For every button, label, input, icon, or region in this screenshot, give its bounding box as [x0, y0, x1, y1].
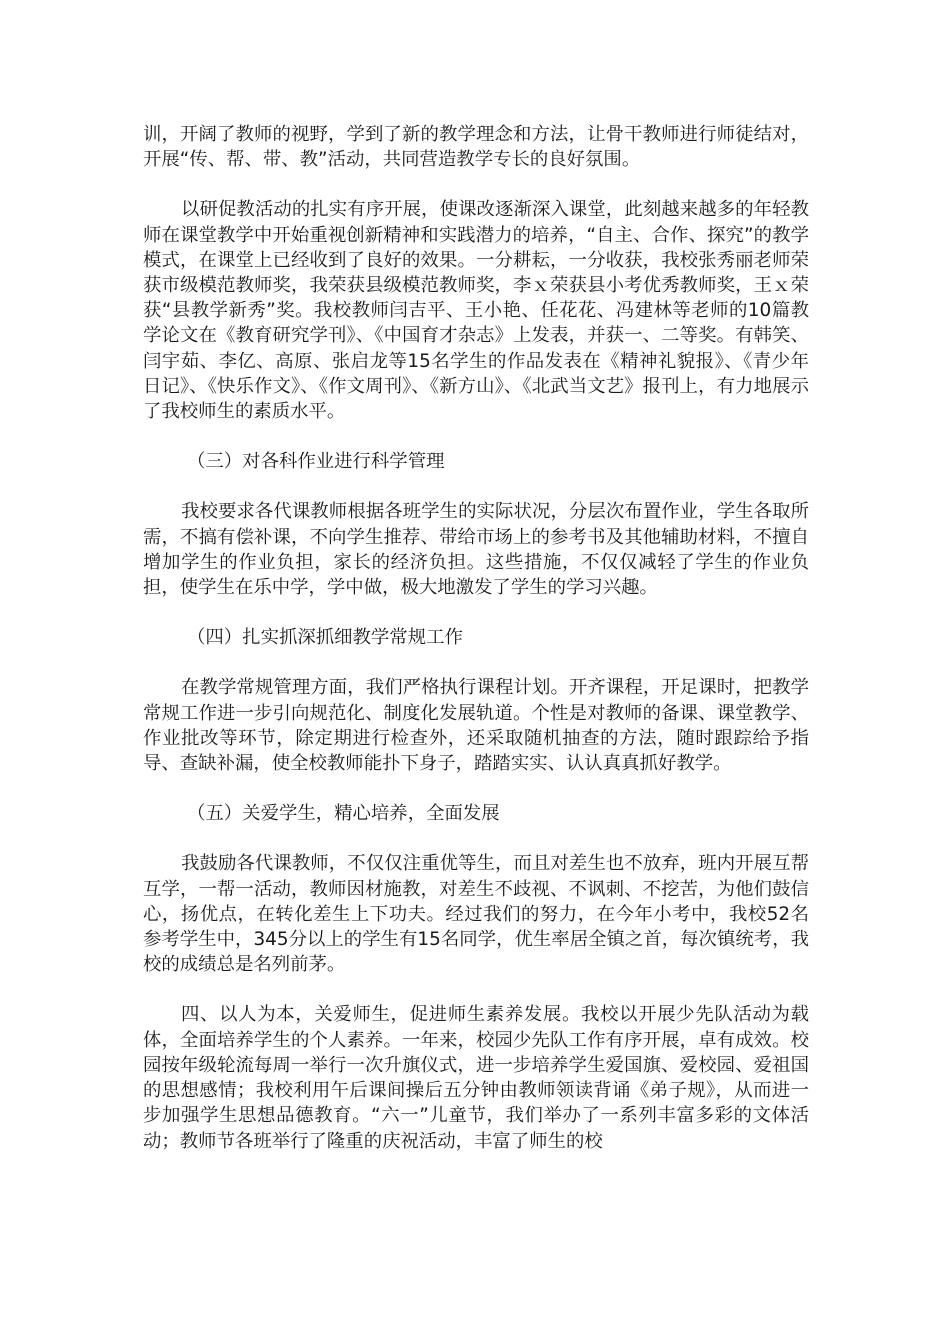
document-body: [143, 122, 809, 1154]
paragraph-continuation: 训，开阔了教师的视野，学到了新的教学理念和方法，让骨干教师进行师徒结对，开展“传、帮、带、教”活动，共同营造教学专长的良好氛围。: [143, 124, 809, 171]
paragraph-homework: 我校要求各代课教师根据各班学生的实际状况，分层次布置作业，学生各取所需，不搞有偿补课，不向学生推荐、带给市场上的参考书及其他辅助材料，不擅自增加学生的作业负担，家长的经济负担。这些措施，不仅仅减轻了学生的作业负担，使学生在乐中学，学中做，极大地激发了学生的学习兴趣。: [143, 501, 809, 599]
paragraph-spacer: [143, 977, 809, 1002]
paragraph-spacer: [143, 172, 809, 197]
section-heading-homework: （三）对各科作业进行科学管理: [187, 451, 445, 473]
paragraph-people-oriented: 四、以人为本，关爱师生，促进师生素养发展。我校以开展少先队活动为载体，全面培养学生的个人素养。一年来，校园少先队工作有序开展，卓有成效。校园按年级轮流每周一举行一次升旗仪式，进一步培养学生爱国旗、爱校园、爱祖国的思想感情；我校利用午后课间操后五分钟由教师领读背诵《弟子规》，从而进一步加强学生思想品德教育。“六一”儿童节，我们举办了一系列丰富多彩的文体活动；教师节各班举行了隆重的庆祝活动，丰富了师生的校: [143, 1004, 809, 1152]
paragraph-spacer: [143, 776, 809, 801]
paragraph-research-activities: 以研促教活动的扎实有序开展，使课改逐渐深入课堂，此刻越来越多的年轻教师在课堂教学中开始重视创新精神和实践潜力的培养，“自主、合作、探究”的教学模式，在课堂上已经收到了良好的效果。一分耕耘，一分收获，我校张秀丽老师荣获市级模范教师奖，我荣获县级模范教师奖，李ｘ荣获县小考优秀教师奖，王ｘ荣获“县教学新秀”奖。我校教师闫吉平、王小艳、任花花、冯建林等老师的10篇教学论文在《教育研究学刊》、《中国育才杂志》上发表，并获一、二等奖。有韩笑、闫宇茹、李亿、高原、张启龙等15名学生的作品发表在《精神礼貌报》、《青少年日记》、《快乐作文》、《作文周刊》、《新方山》、《北武当文艺》报刊上，有力地展示了我校师生的素质水平。: [143, 199, 809, 423]
paragraph-spacer: [143, 474, 809, 499]
paragraph-care: 我鼓励各代课教师，不仅仅注重优等生，而且对差生也不放弃，班内开展互帮互学，一帮一活动，教师因材施教，对差生不歧视、不讽刺、不挖苦，为他们鼓信心，扬优点，在转化差生上下功夫。经过我们的努力，在今年小考中，我校52名参考学生中，345分以上的学生有15名同学，优生率居全镇之首，每次镇统考，我校的成绩总是名列前茅。: [143, 853, 809, 976]
paragraph-routine: 在教学常规管理方面，我们严格执行课程计划。开齐课程，开足课时，把教学常规工作进一步引向规范化、制度化发展轨道。个性是对教师的备课、课堂教学、作业批改等环节，除定期进行检查外，还采取随机抽查的方法，随时跟踪给予指导、查缺补漏，使全校教师能扑下身子，踏踏实实、认认真真抓好教学。: [143, 677, 809, 775]
paragraph-spacer: [143, 600, 809, 625]
paragraph-spacer: [143, 826, 809, 851]
paragraph-spacer: [143, 424, 809, 449]
section-heading-routine: （四）扎实抓深抓细教学常规工作: [187, 627, 463, 649]
paragraph-spacer: [143, 650, 809, 675]
section-heading-care: （五）关爱学生，精心培养，全面发展: [187, 803, 500, 825]
